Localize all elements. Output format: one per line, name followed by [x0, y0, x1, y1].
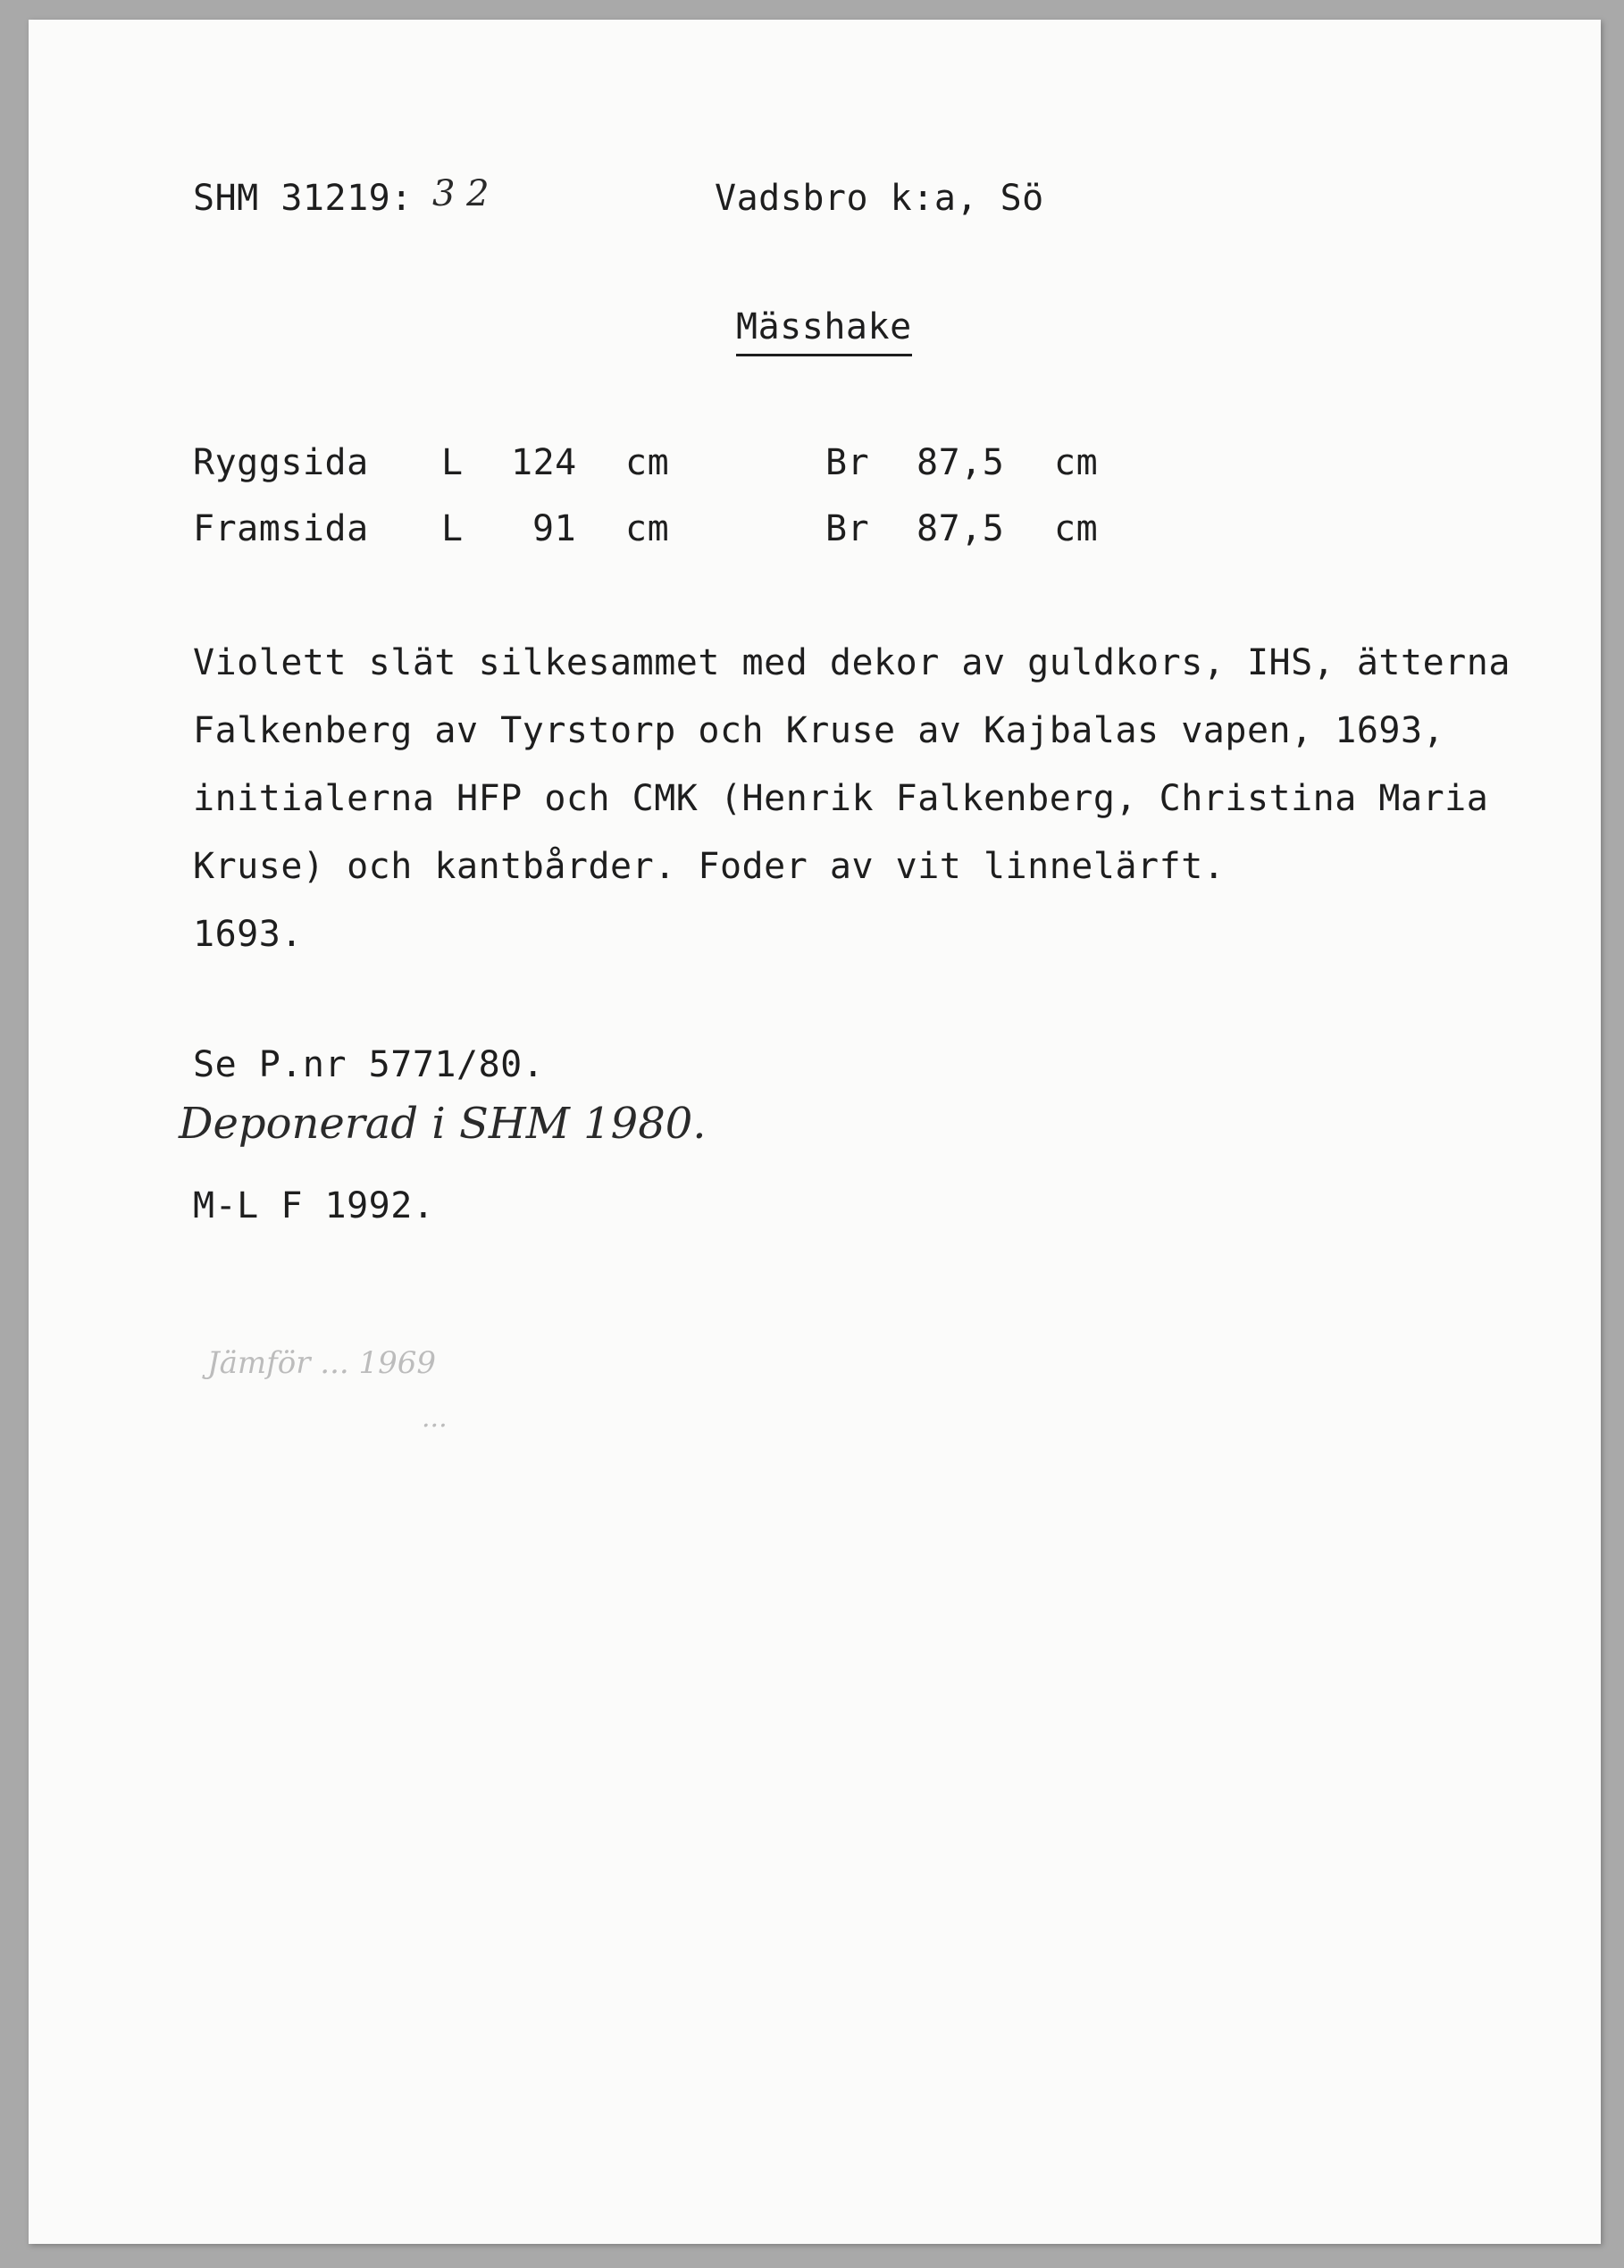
length-value: 124 [511, 442, 577, 483]
signature: M-L F 1992. [193, 1185, 435, 1226]
description-line: Kruse) och kantbårder. Foder av vit linnelärft. [193, 846, 1226, 887]
location: Vadsbro k:a, Sö [715, 178, 1044, 219]
description-line: Falkenberg av Tyrstorp och Kruse av Kajbalas vapen, 1693, [193, 710, 1445, 751]
document-title: Mässhake [736, 305, 912, 356]
length-label: L [441, 508, 464, 549]
length-value: 91 [532, 508, 577, 549]
width-unit: cm [1054, 508, 1099, 549]
description-line: initialerna HFP och CMK (Henrik Falkenberg, Christina Maria [193, 778, 1489, 819]
side-label: Ryggsida [193, 442, 369, 483]
width-unit: cm [1054, 442, 1099, 483]
catalog-id: SHM 31219: [193, 178, 413, 219]
width-value: 87,5 [917, 508, 1005, 549]
width-label: Br [825, 508, 870, 549]
catalog-id-correction: 3 2 [432, 173, 490, 214]
length-unit: cm [625, 442, 670, 483]
length-unit: cm [625, 508, 670, 549]
document-sheet [29, 20, 1601, 2244]
faint-note: Jämför ... 1969 [207, 1345, 437, 1381]
faint-note: ... [422, 1402, 456, 1434]
width-value: 87,5 [917, 442, 1005, 483]
reference: Se P.nr 5771/80. [193, 1044, 545, 1085]
description-date: 1693. [193, 914, 303, 955]
handwritten-note: Deponerad i SHM 1980. [179, 1099, 707, 1149]
description-line: Violett slät silkesammet med dekor av guldkors, IHS, ätterna [193, 642, 1511, 683]
length-label: L [441, 442, 464, 483]
width-label: Br [825, 442, 870, 483]
side-label: Framsida [193, 508, 369, 549]
